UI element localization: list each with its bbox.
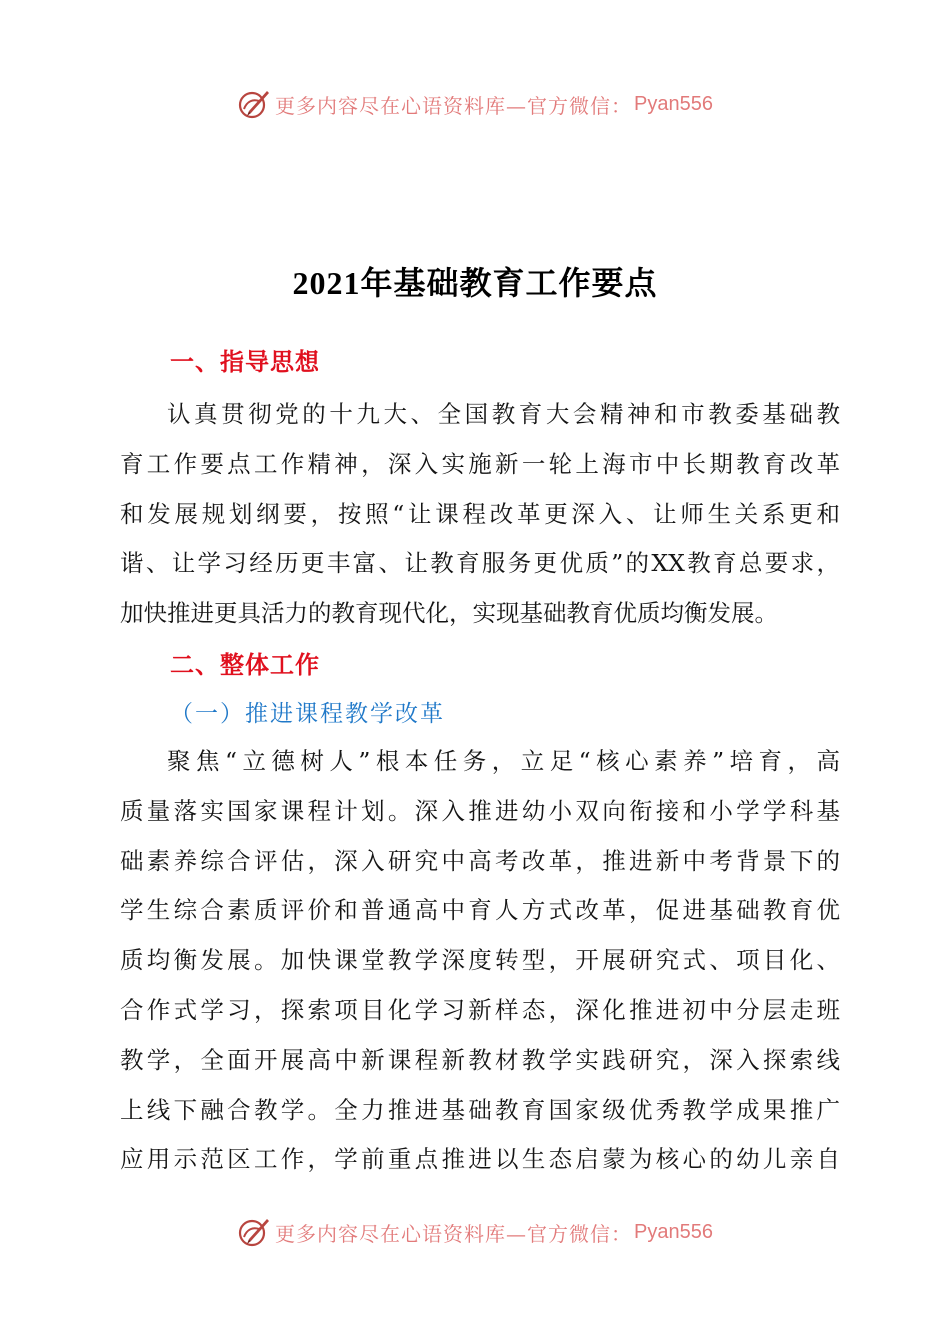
paragraph-line: 谐、让学习经历更丰富、让教育服务更优质”的XX教育总要求，: [120, 549, 840, 578]
paragraph-line: 教学，全面开展高中新课程新教材教学实践研究，深入探索线: [120, 1045, 840, 1074]
watermark-text: 更多内容尽在心语资料库—官方微信：: [275, 1221, 633, 1246]
paragraph-line: 质量落实国家课程计划。深入推进幼小双向衔接和小学学科基: [120, 796, 840, 825]
watermark-wechat-id: Pyan556: [634, 1220, 713, 1243]
document-title: 2021年基础教育工作要点: [292, 265, 658, 301]
section-heading-overall-work: 二、整体工作: [170, 651, 320, 679]
paragraph-line: 和发展规划纲要，按照“让课程改革更深入、让师生关系更和: [120, 499, 840, 528]
paragraph-line: 上线下融合教学。全力推进基础教育国家级优秀教学成果推广: [120, 1095, 840, 1124]
paragraph-line: 认真贯彻党的十九大、全国教育大会精神和市教委基础教: [167, 400, 840, 428]
paragraph-line: 聚焦“立德树人”根本任务，立足“核心素养”培育，高: [167, 747, 840, 775]
subsection-heading-curriculum-reform: （一）推进课程教学改革: [170, 701, 445, 727]
paragraph-line: 础素养综合评估，深入研究中高考改革，推进新中考背景下的: [120, 846, 840, 875]
section-heading-guiding-ideology: 一、指导思想: [170, 348, 320, 376]
paragraph-line: 学生综合素质评价和普通高中育人方式改革，促进基础教育优: [120, 896, 840, 925]
watermark-text: 更多内容尽在心语资料库—官方微信：: [275, 93, 633, 118]
paragraph-line: 育工作要点工作精神，深入实施新一轮上海市中长期教育改革: [120, 449, 840, 478]
pen-logo-icon: [237, 87, 271, 121]
paragraph-line: 加快推进更具活力的教育现代化，实现基础教育优质均衡发展。: [120, 599, 778, 628]
paragraph-curriculum-reform: [120, 737, 840, 1185]
header-watermark: [0, 84, 950, 124]
footer-watermark: [0, 1212, 950, 1252]
paragraph-line: 应用示范区工作，学前重点推进以生态启蒙为核心的幼儿亲自: [120, 1145, 840, 1174]
pen-logo-icon: [237, 1215, 271, 1249]
paragraph-guiding-ideology: [120, 390, 840, 639]
paragraph-line: 质均衡发展。加快课堂教学深度转型，开展研究式、项目化、: [120, 946, 840, 975]
watermark-wechat-id: Pyan556: [634, 92, 713, 115]
paragraph-line: 合作式学习，探索项目化学习新样态，深化推进初中分层走班: [120, 995, 840, 1024]
